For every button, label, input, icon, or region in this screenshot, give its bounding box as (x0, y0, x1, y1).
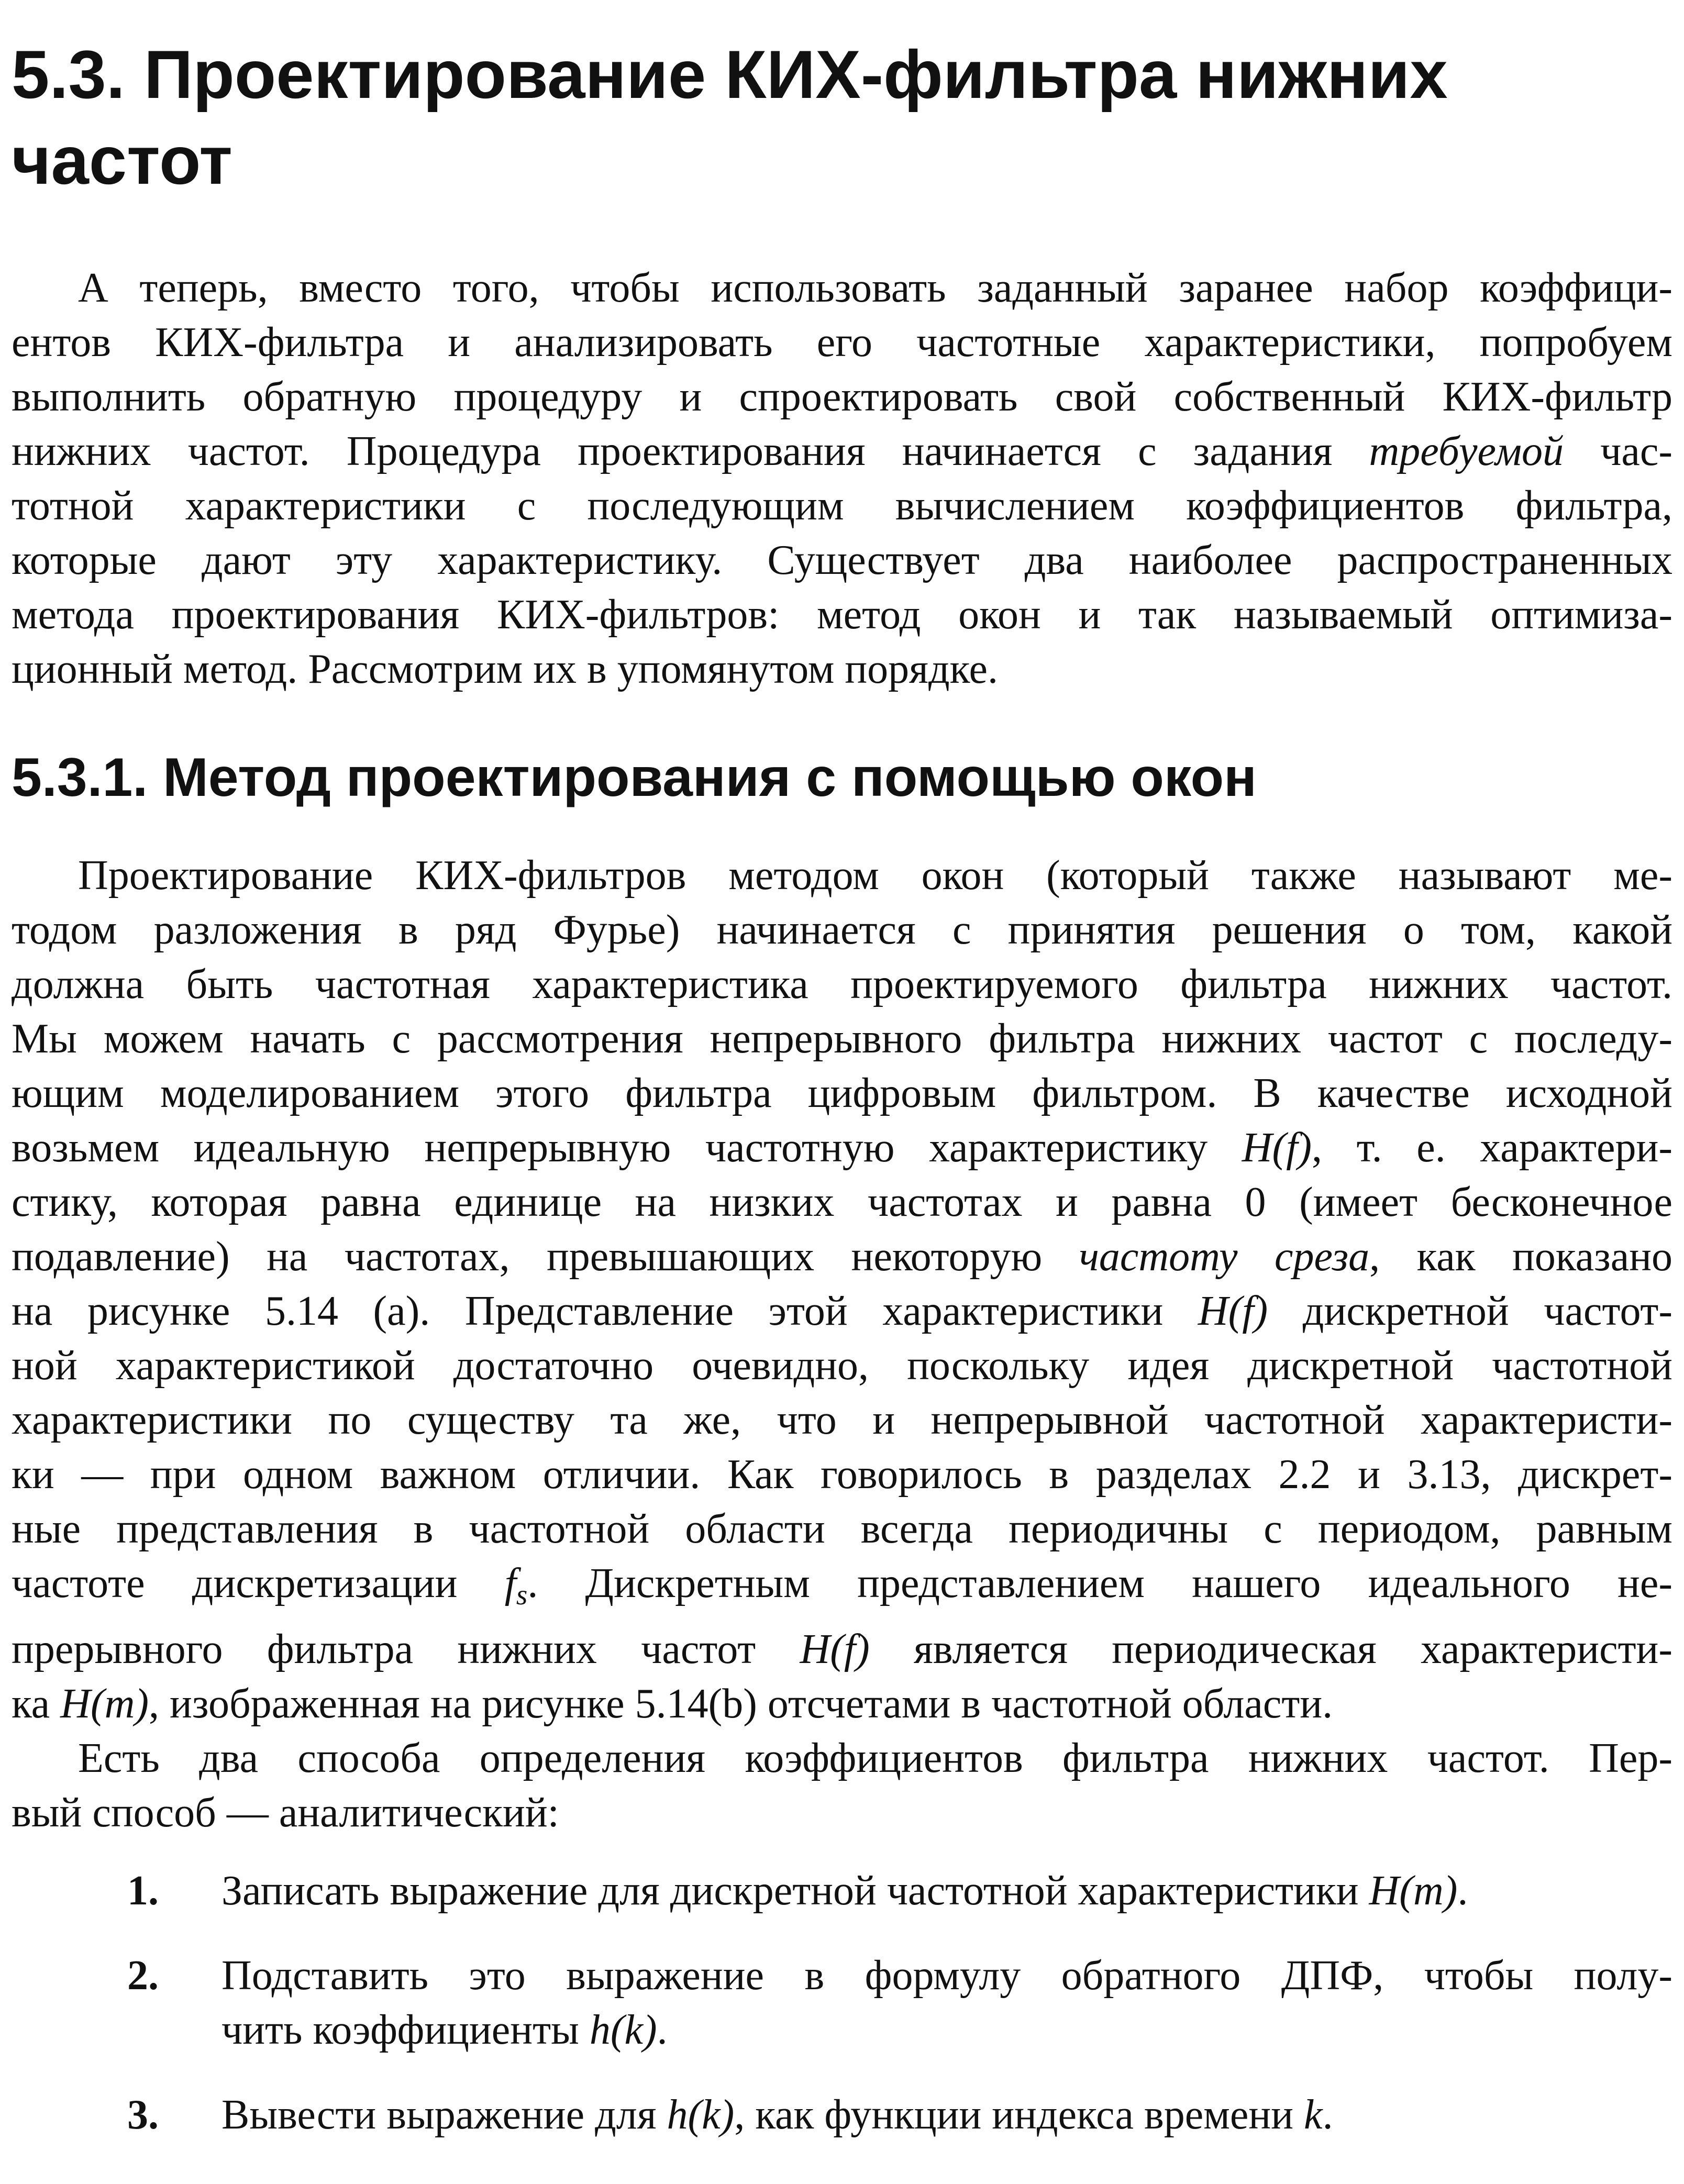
text-line (12, 1338, 1672, 1393)
italic-text: требуемой (1369, 428, 1564, 474)
italic-text: частоту среза (1079, 1234, 1370, 1280)
text-line (221, 2003, 1672, 2057)
text-segment: тодом разложения в ряд Фурье) начинается с принятия решения о том, какой (12, 907, 1672, 953)
text-line (12, 1012, 1672, 1066)
list-item (12, 1864, 1672, 1918)
text-line (12, 1622, 1672, 1677)
text-line (12, 1229, 1672, 1284)
text-segment: ной характеристикой достаточно очевидно, поскольку идея дискретной частотной (12, 1343, 1672, 1389)
text-segment: , как показано (1369, 1234, 1673, 1280)
list-item-text (221, 1948, 1672, 2057)
text-segment: чить коэффициенты (221, 2007, 590, 2053)
text-segment: является периодическая характеристи- (869, 1626, 1672, 1672)
italic-text: H(f) (800, 1626, 870, 1672)
text-segment: вый способ — аналитический: (12, 1790, 559, 1836)
text-line (12, 1393, 1672, 1447)
list-number: 1. (127, 1868, 159, 1914)
text-line (221, 2088, 1672, 2142)
text-line (12, 370, 1672, 424)
text-segment: Есть два способа определения коэффициентов фильтра нижних частот. Пер- (78, 1735, 1672, 1781)
text-segment: . (1322, 2092, 1333, 2138)
text-line (12, 1066, 1672, 1121)
list-number: 3. (127, 2092, 159, 2138)
text-segment: ющим моделированием этого фильтра цифровым фильтром. В качестве исходной (12, 1070, 1672, 1116)
list-item-text (221, 1864, 1672, 1918)
text-line (12, 1677, 1672, 1731)
text-line (12, 315, 1672, 370)
text-segment: ентов КИХ-фильтра и анализировать его частотные характеристики, попробуем (12, 319, 1672, 365)
text-segment: Вывести выражение для (221, 2092, 667, 2138)
text-segment: ционный метод. Рассмотрим их в упомянутом порядке. (12, 646, 999, 692)
text-line (12, 1502, 1672, 1556)
text-segment: метода проектирования КИХ-фильтров: метод окон и так называемый оптимиза- (12, 592, 1672, 638)
italic-text: h(k) (589, 2007, 657, 2053)
text-segment: . Дискретным представлением нашего идеального не- (527, 1560, 1673, 1606)
text-segment: , изображенная на рисунке 5.14(b) отсчетами в частотной области. (149, 1681, 1333, 1727)
text-segment: ка (12, 1681, 61, 1727)
text-line (221, 1948, 1672, 2003)
text-line (12, 1556, 1672, 1622)
italic-text: s (516, 1579, 528, 1611)
text-line (12, 1447, 1672, 1502)
text-segment: выполнить обратную процедуру и спроектировать свой собственный КИХ-фильтр (12, 374, 1672, 420)
text-segment: подавление) на частотах, превышающих некоторую (12, 1234, 1079, 1280)
text-line (12, 642, 1672, 696)
italic-text: H(m) (1369, 1868, 1458, 1914)
italic-text: h(k) (667, 2092, 735, 2138)
text-segment: час- (1564, 428, 1673, 474)
list-item-text (221, 2088, 1672, 2142)
text-line (12, 261, 1672, 315)
paragraph-intro (12, 261, 1672, 696)
italic-text: f (504, 1560, 516, 1606)
text-segment: . (657, 2007, 668, 2053)
text-segment: частоте дискретизации (12, 1560, 505, 1606)
section-heading: 5.3. Проектирование КИХ-фильтра нижних частот (12, 36, 1448, 198)
list-item (12, 1948, 1672, 2057)
italic-text: H(f) (1242, 1125, 1312, 1171)
paragraph-two-ways (12, 1731, 1672, 1840)
text-line (12, 903, 1672, 957)
paragraph-window-method (12, 848, 1672, 1731)
italic-text: H(m) (60, 1681, 149, 1727)
text-line (12, 957, 1672, 1012)
list-number: 2. (127, 1953, 159, 1999)
text-line (12, 1175, 1672, 1229)
text-segment: на рисунке 5.14 (a). Представление этой характеристики (12, 1288, 1198, 1334)
text-segment: должна быть частотная характеристика проектируемого фильтра нижних частот. (12, 961, 1672, 1007)
subsection-heading: 5.3.1. Метод проектирования с помощью окон (12, 747, 1257, 808)
list-item (12, 2088, 1672, 2142)
text-line (12, 479, 1672, 533)
italic-text: H(f) (1198, 1288, 1268, 1334)
text-segment: стику, которая равна единице на низких частотах и равна 0 (имеет бесконечное (12, 1179, 1672, 1225)
text-segment: ки — при одном важном отличии. Как говорилось в разделах 2.2 и 3.13, дискрет- (12, 1451, 1672, 1498)
text-segment: Проектирование КИХ-фильтров методом окон (который также называют ме- (78, 852, 1672, 899)
text-line (12, 1121, 1672, 1175)
italic-text: k (1304, 2092, 1323, 2138)
text-segment: тотной характеристики с последующим вычислением коэффициентов фильтра, (12, 483, 1672, 529)
text-segment: . (1457, 1868, 1468, 1914)
text-line (12, 587, 1672, 642)
text-line (12, 533, 1672, 587)
text-segment: которые дают эту характеристику. Существует два наиболее распространенных (12, 537, 1672, 583)
text-segment: ные представления в частотной области всегда периодичны с периодом, равным (12, 1506, 1672, 1552)
text-segment: дискретной частот- (1268, 1288, 1673, 1334)
text-line (12, 848, 1672, 903)
text-segment: А теперь, вместо того, чтобы использовать заданный заранее набор коэффици- (78, 265, 1672, 311)
text-segment: Мы можем начать с рассмотрения непрерывного фильтра нижних частот с последу- (12, 1016, 1672, 1062)
text-line (12, 1786, 1672, 1840)
text-line (12, 424, 1672, 479)
text-line (221, 1864, 1672, 1918)
numbered-list (12, 1864, 1672, 2142)
text-segment: нижних частот. Процедура проектирования начинается с задания (12, 428, 1369, 474)
text-line (12, 1731, 1672, 1786)
text-segment: Записать выражение для дискретной частотной характеристики (221, 1868, 1369, 1914)
text-segment: характеристики по существу та же, что и непрерывной частотной характеристи- (12, 1397, 1672, 1443)
text-segment: , как функции индекса времени (734, 2092, 1304, 2138)
text-segment: , т. е. характери- (1312, 1125, 1672, 1171)
text-segment: прерывного фильтра нижних частот (12, 1626, 800, 1672)
text-line (12, 1284, 1672, 1338)
text-segment: Подставить это выражение в формулу обратного ДПФ, чтобы полу- (221, 1953, 1672, 1999)
text-segment: возьмем идеальную непрерывную частотную характеристику (12, 1125, 1242, 1171)
page-content (12, 31, 1672, 2142)
